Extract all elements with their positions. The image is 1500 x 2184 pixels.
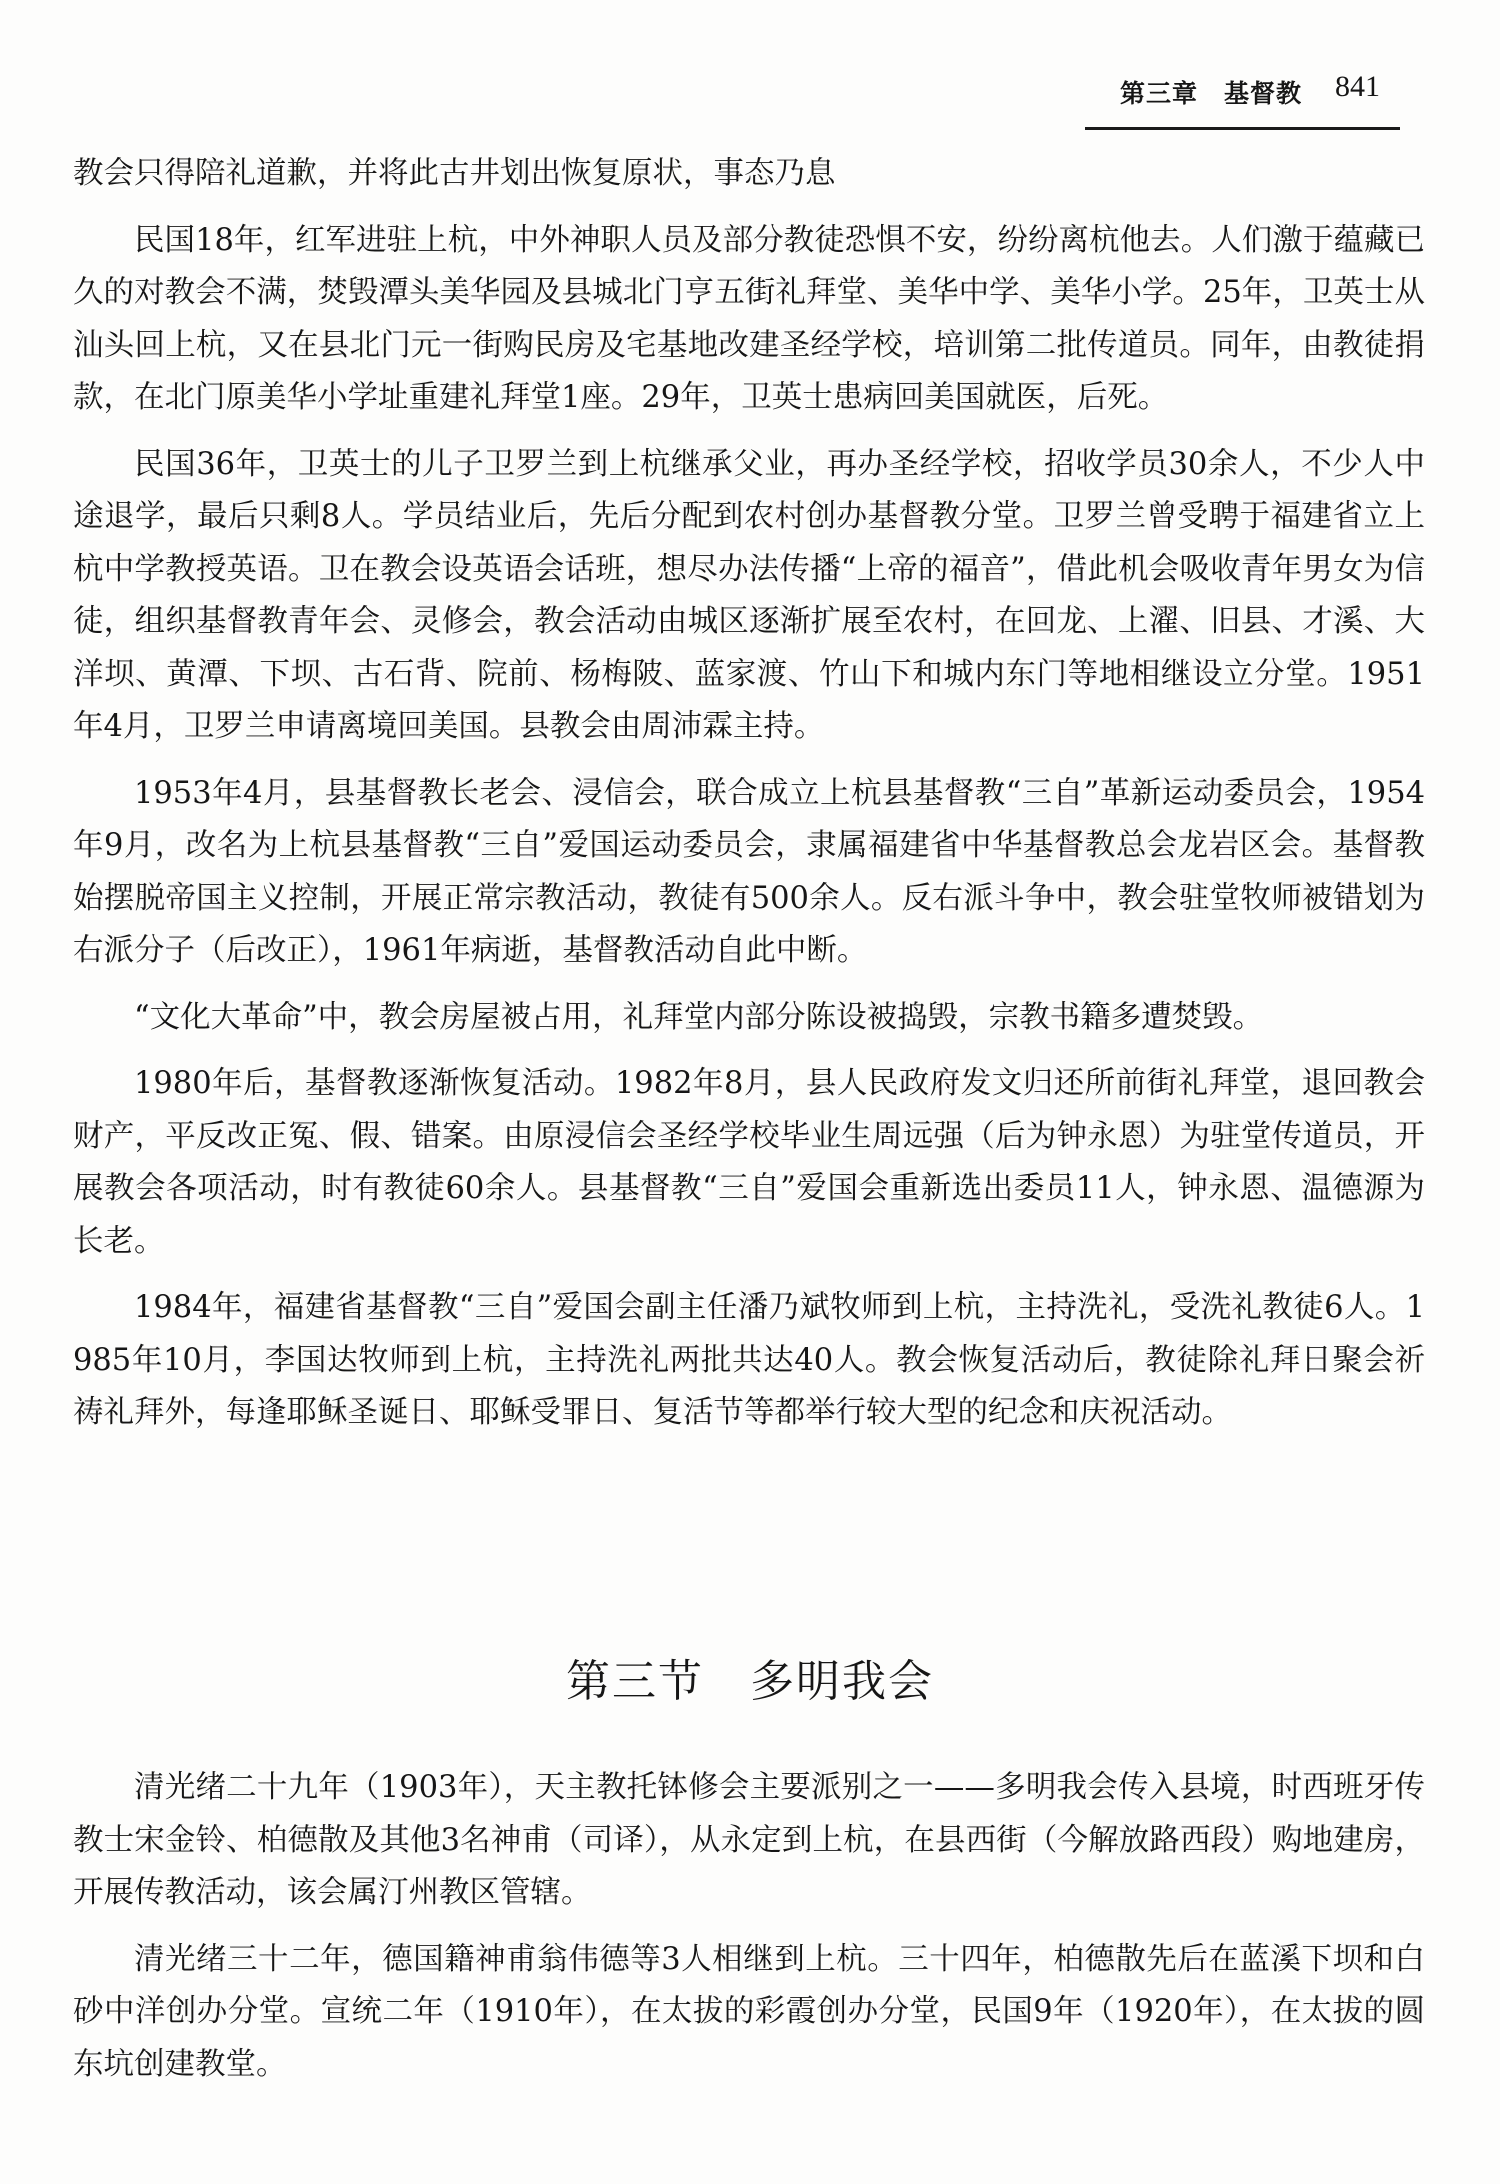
paragraph: 1984年，福建省基督教“三自”爱国会副主任潘乃斌牧师到上杭，主持洗礼，受洗礼教徒6人。1985年10月，李国达牧师到上杭，主持洗礼两批共达40人。教会恢复活动后，教徒除礼拜日聚会祈祷礼拜外，每逢耶稣圣诞日、耶稣受罪日、复活节等都举行较大型的纪念和庆祝活动。 — [73, 1290, 1425, 1430]
paragraph: 清光绪三十二年，德国籍神甫翁伟德等3人相继到上杭。三十四年，柏德散先后在蓝溪下坝和白砂中洋创办分堂。宣统二年（1910年），在太拔的彩霞创办分堂，民国9年（1920年），在太拔的圆东坑创建教堂。 — [73, 1941, 1425, 2082]
section-body-text — [73, 1762, 1425, 2105]
running-head — [1085, 68, 1400, 130]
main-body-text — [73, 148, 1425, 1454]
paragraph: 民国36年，卫英士的儿子卫罗兰到上杭继承父业，再办圣经学校，招收学员30余人，不少人中途退学，最后只剩8人。学员结业后，先后分配到农村创办基督教分堂。卫罗兰曾受聘于福建省立上杭中学教授英语。卫在教会设英语会话班，想尽办法传播“上帝的福音”，借此机会吸收青年男女为信徒，组织基督教青年会、灵修会，教会活动由城区逐渐扩展至农村，在回龙、上濯、旧县、才溪、大洋坝、黄潭、下坝、古石背、院前、杨梅陂、蓝家渡、竹山下和城内东门等地相继设立分堂。1951年4月，卫罗兰申请离境回美国。县教会由周沛霖主持。 — [73, 446, 1425, 744]
paragraph: 教会只得陪礼道歉，并将此古井划出恢复原状，事态乃息 — [73, 156, 836, 191]
paragraph: 清光绪二十九年（1903年），天主教托钵修会主要派别之一——多明我会传入县境，时西班牙传教士宋金铃、柏德散及其他3名神甫（司译），从永定到上杭，在县西街（今解放路西段）购地建房，开展传教活动，该会属汀州教区管辖。 — [73, 1770, 1425, 1910]
chapter-title: 第三章 基督教 — [1120, 79, 1303, 108]
page-number: 841 — [1335, 70, 1380, 103]
section-heading: 第三节 多明我会 — [566, 1656, 934, 1707]
paragraph: 民国18年，红军进驻上杭，中外神职人员及部分教徒恐惧不安，纷纷离杭他去。人们激于蕴藏已久的对教会不满，焚毁潭头美华园及县城北门亨五街礼拜堂、美华中学、美华小学。25年，卫英士从汕头回上杭，又在县北门元一街购民房及宅基地改建圣经学校，培训第二批传道员。同年，由教徒捐款，在北门原美华小学址重建礼拜堂1座。29年，卫英士患病回美国就医，后死。 — [73, 222, 1425, 415]
header-rule — [1085, 127, 1400, 130]
paragraph: 1980年后，基督教逐渐恢复活动。1982年8月，县人民政府发文归还所前街礼拜堂，退回教会财产，平反改正冤、假、错案。由原浸信会圣经学校毕业生周远强（后为钟永恩）为驻堂传道员，开展教会各项活动，时有教徒60余人。县基督教“三自”爱国会重新选出委员11人，钟永恩、温德源为长老。 — [73, 1066, 1425, 1259]
paragraph: 1953年4月，县基督教长老会、浸信会，联合成立上杭县基督教“三自”革新运动委员会，1954年9月，改名为上杭县基督教“三自”爱国运动委员会，隶属福建省中华基督教总会龙岩区会。基督教始摆脱帝国主义控制，开展正常宗教活动，教徒有500余人。反右派斗争中，教会驻堂牧师被错划为右派分子（后改正），1961年病逝，基督教活动自此中断。 — [73, 775, 1425, 968]
paragraph: “文化大革命”中，教会房屋被占用，礼拜堂内部分陈设被捣毁，宗教书籍多遭焚毁。 — [134, 999, 1264, 1035]
